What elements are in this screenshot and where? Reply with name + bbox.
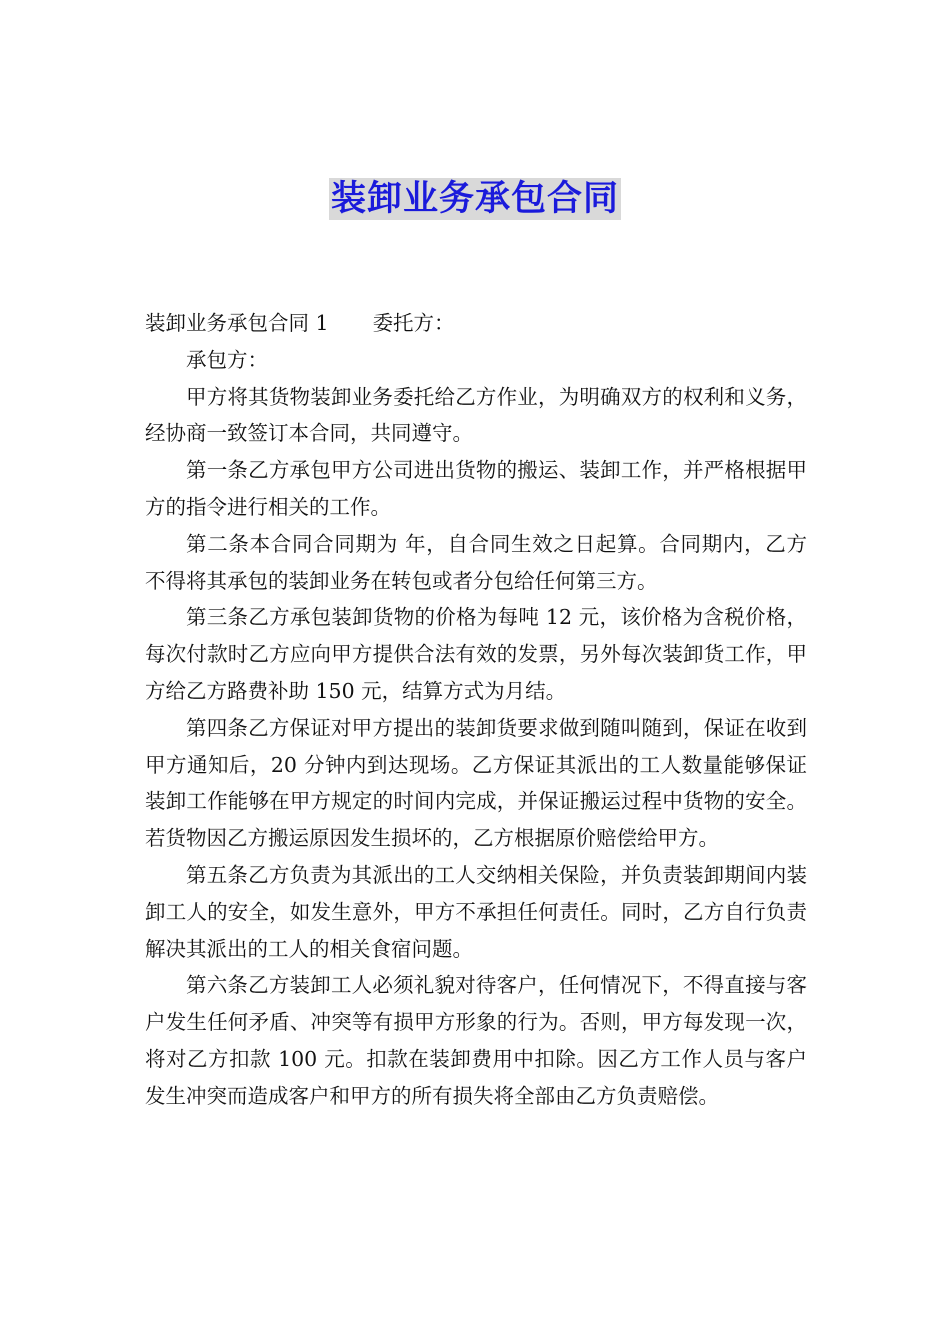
- document-title: 装卸业务承包合同: [330, 179, 619, 219]
- document-body: [145, 305, 807, 1115]
- contract-label: 装卸业务承包合同 1: [145, 311, 329, 335]
- paragraph-article-2: 第二条本合同合同期为 年，自合同生效之日起算。合同期内，乙方不得将其承包的装卸业务在转包或者分包给任何第三方。: [145, 531, 807, 593]
- client-label: 委托方：: [372, 311, 455, 335]
- heading-line: [145, 305, 807, 342]
- title-container: [0, 178, 950, 220]
- paragraph-article-1: 第一条乙方承包甲方公司进出货物的搬运、装卸工作，并严格根据甲方的指令进行相关的工作。: [145, 458, 807, 519]
- paragraph-contractor: 承包方：: [186, 347, 268, 372]
- paragraph-article-6: 第六条乙方装卸工人必须礼貌对待客户，任何情况下，不得直接与客户发生任何矛盾、冲突等有损甲方形象的行为。否则，甲方每发现一次，将对乙方扣款 100 元。扣款在装卸费用中扣除。因乙方工作人员与客户发生冲突而造成客户和甲方的所有损失将全部由乙方负责赔偿。: [145, 973, 807, 1108]
- paragraph-article-5: 第五条乙方负责为其派出的工人交纳相关保险，并负责装卸期间内装卸工人的安全，如发生意外，甲方不承担任何责任。同时，乙方自行负责解决其派出的工人的相关食宿问题。: [145, 862, 807, 961]
- paragraph-article-4: 第四条乙方保证对甲方提出的装卸货要求做到随叫随到，保证在收到甲方通知后，20 分钟内到达现场。乙方保证其派出的工人数量能够保证装卸工作能够在甲方规定的时间内完成，并保证搬运过程中货物的安全。若货物因乙方搬运原因发生损坏的，乙方根据原价赔偿给甲方。: [145, 715, 807, 851]
- paragraph-article-3: 第三条乙方承包装卸货物的价格为每吨 12 元，该价格为含税价格，每次付款时乙方应向甲方提供合法有效的发票，另外每次装卸货工作，甲方给乙方路费补助 150 元，结算方式为月结。: [145, 605, 807, 703]
- paragraph-preamble: 甲方将其货物装卸业务委托给乙方作业，为明确双方的权利和义务，经协商一致签订本合同，共同遵守。: [145, 384, 807, 446]
